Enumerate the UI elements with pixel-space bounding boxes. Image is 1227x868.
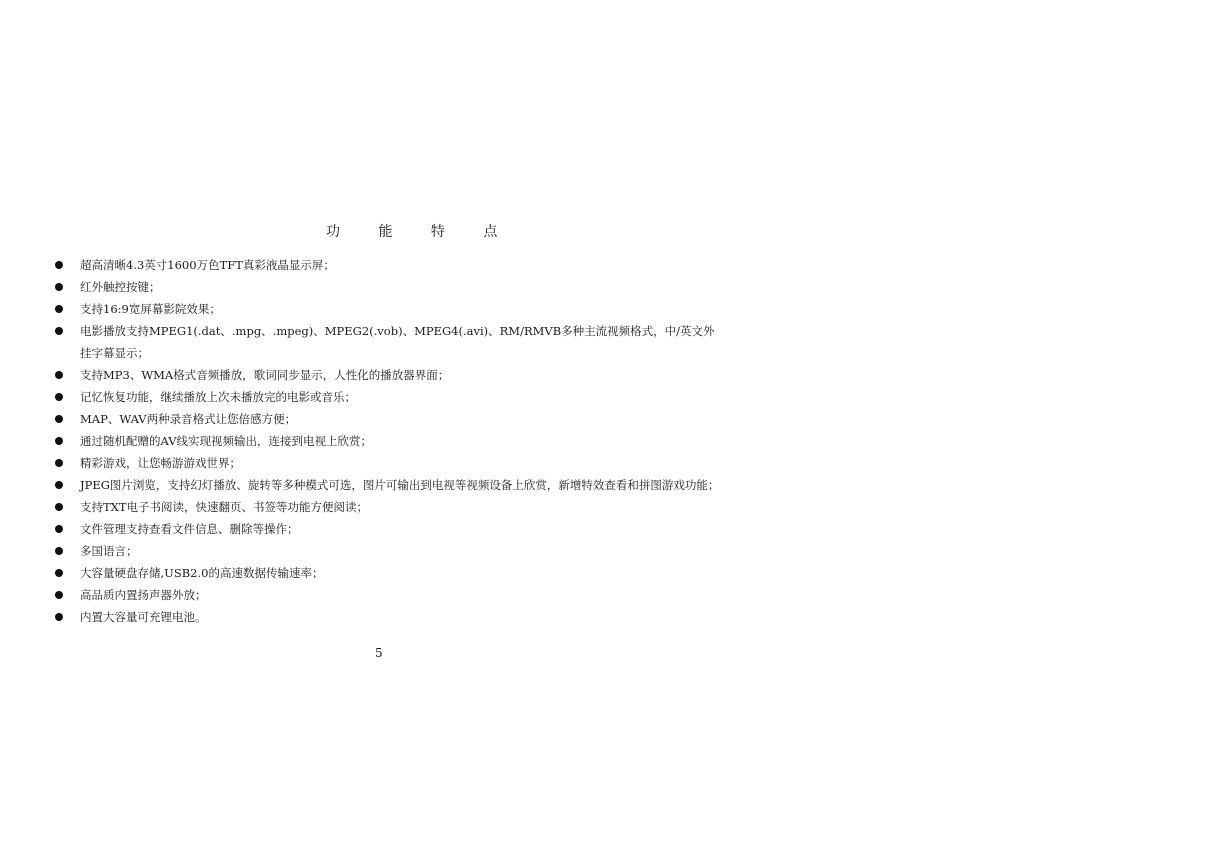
list-item [52, 320, 722, 364]
list-item-text: 通过随机配赠的AV线实现视频输出，连接到电视上欣赏； [80, 434, 373, 448]
bullet-icon [52, 386, 80, 408]
list-item-text: 内置大容量可充锂电池。 [80, 610, 207, 624]
list-item-text: 文件管理支持查看文件信息、删除等操作； [80, 522, 299, 536]
bullet-icon [52, 452, 80, 474]
list-item [52, 254, 722, 276]
bullet-icon [52, 276, 80, 298]
bullet-icon [52, 298, 80, 320]
list-item [52, 584, 722, 606]
list-item [52, 540, 722, 562]
bullet-icon [52, 562, 80, 584]
bullet-icon [52, 518, 80, 540]
list-item-text: 记忆恢复功能，继续播放上次未播放完的电影或音乐； [80, 390, 356, 404]
list-item-text: 红外触控按键； [80, 280, 161, 294]
list-item-text: JPEG图片浏览，支持幻灯播放、旋转等多种模式可选，图片可输出到电视等视频设备上欣赏，新增特效查看和拼图游戏功能； [80, 478, 720, 492]
feature-list [52, 254, 722, 628]
list-item [52, 276, 722, 298]
list-item-text: 多国语言； [80, 544, 138, 558]
list-item-text: 大容量硬盘存储,USB2.0的高速数据传输速率； [80, 566, 324, 580]
list-item [52, 518, 722, 540]
bullet-icon [52, 474, 80, 496]
list-item-text: 精彩游戏，让您畅游游戏世界； [80, 456, 241, 470]
bullet-icon [52, 496, 80, 518]
list-item-text: 高品质内置扬声器外放； [80, 588, 207, 602]
list-item [52, 386, 722, 408]
list-item-text: 支持MP3、WMA格式音频播放，歌词同步显示，人性化的播放器界面； [80, 368, 450, 382]
list-item [52, 298, 722, 320]
bullet-icon [52, 254, 80, 276]
list-item [52, 452, 722, 474]
page-number: 5 [375, 646, 383, 660]
list-item [52, 474, 722, 496]
bullet-icon [52, 364, 80, 386]
list-item [52, 496, 722, 518]
list-item-text: 支持TXT电子书阅读，快速翻页、书签等功能方便阅读； [80, 500, 369, 514]
list-item [52, 408, 722, 430]
bullet-icon [52, 430, 80, 452]
list-item [52, 562, 722, 584]
page-title: 功 能 特 点 [326, 224, 515, 240]
list-item [52, 606, 722, 628]
bullet-icon [52, 320, 80, 342]
list-item-text: MAP、WAV两种录音格式让您倍感方便； [80, 412, 297, 426]
list-item-text: 超高清晰4.3英寸1600万色TFT真彩液晶显示屏； [80, 258, 335, 272]
list-item-text: 电影播放支持MPEG1(.dat、.mpg、.mpeg)、MPEG2(.vob)、MPEG4(.avi)、RM/RMVB多种主流视频格式，中/英文外挂字幕显示； [80, 324, 715, 360]
list-item [52, 430, 722, 452]
bullet-icon [52, 584, 80, 606]
list-item-text: 支持16:9宽屏幕影院效果； [80, 302, 221, 316]
list-item [52, 364, 722, 386]
bullet-icon [52, 408, 80, 430]
bullet-icon [52, 606, 80, 628]
bullet-icon [52, 540, 80, 562]
